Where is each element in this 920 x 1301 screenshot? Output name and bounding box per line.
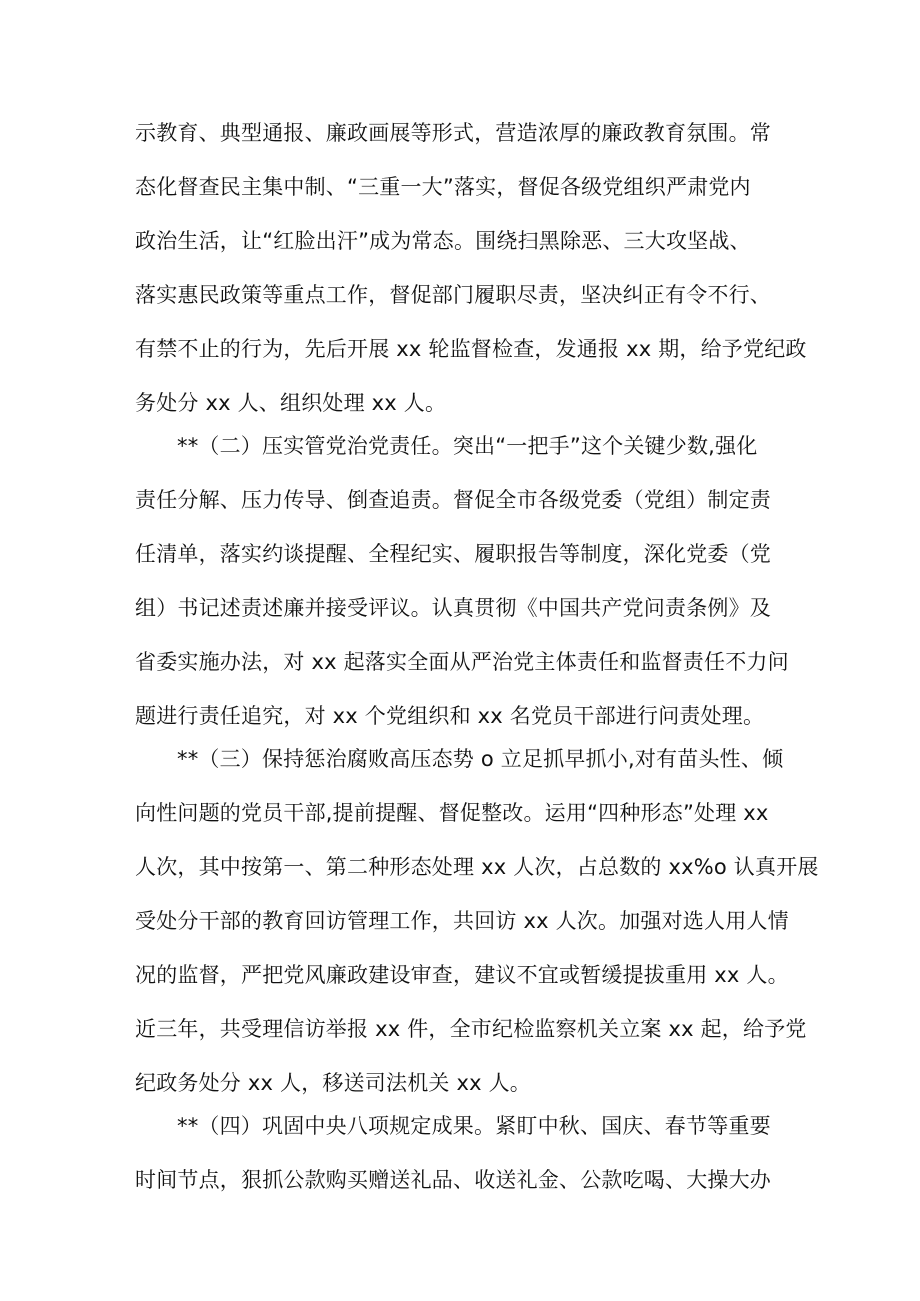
- paragraph-section-4: [135, 1099, 795, 1207]
- paragraph-section-3: [135, 732, 819, 1110]
- text-line: 受处分干部的教育回访管理工作，共回访 xx 人次。加强对选人用人情: [135, 909, 789, 933]
- text-line: 时间节点，狠抓公款购买赠送礼品、收送礼金、公款吃喝、大操大办: [135, 1168, 771, 1192]
- text-line: 示教育、典型通报、廉政画展等形式，营造浓厚的廉政教育氛围。常: [135, 121, 771, 145]
- text-line: 人次，其中按第一、第二种形态处理 xx 人次，占总数的 xx%o 认真开展: [135, 855, 819, 879]
- text-line: 组）书记述责述廉并接受评议。认真贯彻《中国共产党问责条例》及: [135, 596, 771, 620]
- text-line: 向性问题的党员干部,提前提醒、督促整改。运用“四种形态”处理 xx: [135, 801, 769, 825]
- text-line: 责任分解、压力传导、倒查追责。督促全市各级党委（党组）制定责: [135, 488, 771, 512]
- text-line: 有禁不止的行为，先后开展 xx 轮监督检查，发通报 xx 期，给予党纪政: [135, 337, 807, 361]
- text-line: 任清单，落实约谈提醒、全程纪实、履职报告等制度，深化党委（党: [135, 542, 771, 566]
- paragraph-section-2: [135, 419, 795, 743]
- text-line: 落实惠民政策等重点工作，督促部门履职尽责，坚决纠正有令不行、: [135, 283, 771, 307]
- text-line: 况的监督，严把党风廉政建设审查，建议不宜或暂缓提拔重用 xx 人。: [135, 963, 789, 987]
- text-line: 省委实施办法，对 xx 起落实全面从严治党主体责任和监督责任不力问: [135, 650, 789, 674]
- text-line: 近三年，共受理信访举报 xx 件，全市纪检监察机关立案 xx 起，给予党: [135, 1017, 807, 1041]
- section-heading-line: **（四）巩固中央八项规定成果。紧盯中秋、国庆、春节等重要: [177, 1114, 771, 1138]
- paragraph-continuation: [135, 106, 807, 430]
- text-line: 态化督查民主集中制、“三重一大”落实，督促各级党组织严肃党内: [135, 175, 751, 199]
- text-line: 纪政务处分 xx 人，移送司法机关 xx 人。: [135, 1071, 532, 1095]
- section-heading-line: **（二）压实管党治党责任。突出“一把手”这个关键少数,强化: [177, 434, 758, 458]
- text-line: 务处分 xx 人、组织处理 xx 人。: [135, 391, 447, 415]
- section-heading-line: **（三）保持惩治腐败高压态势 o 立足抓早抓小,对有苗头性、倾: [177, 747, 784, 771]
- text-line: 题进行责任追究，对 xx 个党组织和 xx 名党员干部进行问责处理。: [135, 704, 765, 728]
- text-line: 政治生活，让“红脸出汗”成为常态。围绕扫黑除恶、三大攻坚战、: [135, 229, 751, 253]
